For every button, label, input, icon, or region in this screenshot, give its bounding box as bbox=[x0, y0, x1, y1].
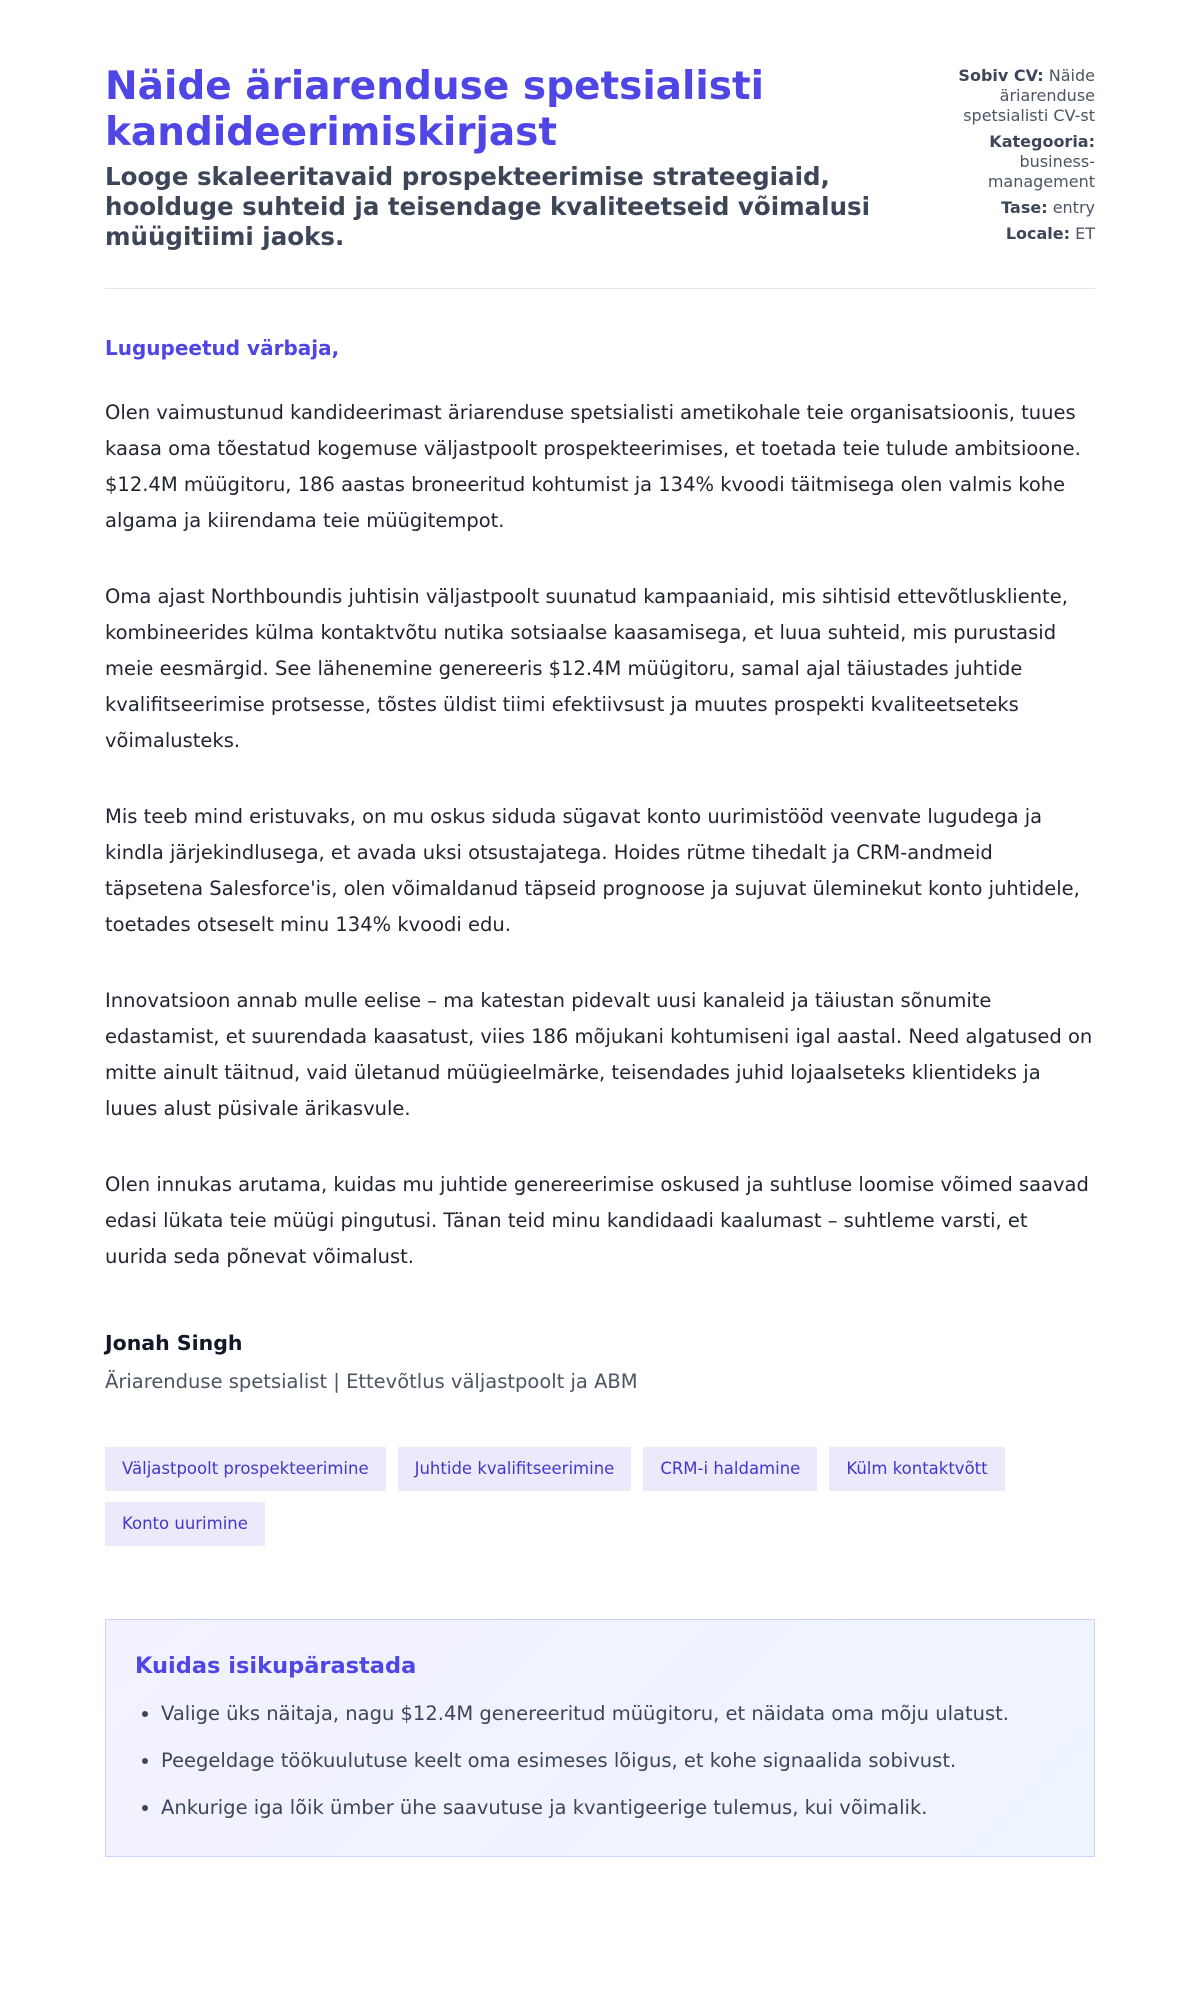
meta-locale bbox=[935, 224, 1095, 244]
meta-category-value: business-management bbox=[987, 152, 1095, 191]
letter-salutation: Lugupeetud värbaja, bbox=[105, 336, 340, 360]
page-title: Näide äriarenduse spetsialisti kandideerimiskirjast bbox=[105, 64, 764, 155]
meta-cv-label: Sobiv CV: bbox=[958, 66, 1044, 85]
letter-paragraph-4: Innovatsioon annab mulle eelise – ma katestan pidevalt uusi kanaleid ja täiustan sõnumite edastamist, et suurendada kaasatust, viies 186 mõjukani kohtumiseni igal aastal. Need algatused on mitte ainult täitnud, vaid ületanud müügieelmärke, teisendades juhid lojaalseteks klientideks ja luues alust püsivale ärikasvule. bbox=[105, 989, 1093, 1120]
meta-level-value: entry bbox=[1052, 198, 1095, 217]
meta-category-label: Kategooria: bbox=[989, 132, 1095, 151]
signature-role: Äriarenduse spetsialist | Ettevõtlus väljastpoolt ja ABM bbox=[105, 1370, 638, 1393]
meta-cv bbox=[935, 66, 1095, 126]
skill-tag: Konto uurimine bbox=[105, 1502, 265, 1546]
meta-cv-value: Näide äriarenduse spetsialisti CV-st bbox=[963, 66, 1095, 125]
letter-body bbox=[105, 289, 1095, 1275]
tip-item: • Peegeldage töökuulutuse keelt oma esimeses lõigus, et kohe signaalida sobivust. bbox=[161, 1743, 1065, 1779]
meta-panel bbox=[935, 66, 1095, 250]
page-header bbox=[105, 64, 1095, 289]
letter-paragraph-5: Olen innukas arutama, kuidas mu juhtide genereerimise oskused ja suhtluse loomise võimed saavad edasi lükata teie müügi pingutusi. Tänan teid minu kandidaadi kaalumast – suhtleme varsti, et uurida seda põnevat võimalust. bbox=[105, 1173, 1089, 1268]
tips-list bbox=[135, 1696, 1065, 1826]
personalization-tips bbox=[105, 1619, 1095, 1857]
tip-item: • Ankurige iga lõik ümber ühe saavutuse ja kvantigeerige tulemus, kui võimalik. bbox=[161, 1790, 1065, 1826]
signature-block bbox=[105, 1329, 1095, 1395]
skill-tag: Külm kontaktvõtt bbox=[829, 1447, 1004, 1491]
skill-tag: CRM-i haldamine bbox=[643, 1447, 817, 1491]
title-block bbox=[105, 64, 895, 252]
letter-paragraph-3: Mis teeb mind eristuvaks, on mu oskus siduda sügavat konto uurimistööd veenvate lugudega ja kindla järjekindlusega, et avada uksi otsustajatega. Hoides rütme tihedalt ja CRM-andmeid täpsetena Salesforce'is, olen võimaldanud täpseid prognoose ja sujuvat üleminekut konto juhtidele, toetades otseselt minu 134% kvoodi edu. bbox=[105, 805, 1080, 936]
cover-letter-page bbox=[105, 0, 1095, 1857]
meta-level bbox=[935, 198, 1095, 218]
page-subtitle: Looge skaleeritavaid prospekteerimise strateegiaid, hoolduge suhteid ja teisendage kvaliteetseid võimalusi müügitiimi jaoks. bbox=[105, 162, 871, 251]
tip-item: • Valige üks näitaja, nagu $12.4M genereeritud müügitoru, et näidata oma mõju ulatust. bbox=[161, 1696, 1065, 1732]
letter-paragraph-1: Olen vaimustunud kandideerimast äriarenduse spetsialisti ametikohale teie organisatsioonis, tuues kaasa oma tõestatud kogemuse väljastpoolt prospekteerimises, et toetada teie tulude ambitsioone. $12.4M müügitoru, 186 aastas broneeritud kohtumist ja 134% kvoodi täitmisega olen valmis kohe algama ja kiirendama teie müügitempot. bbox=[105, 401, 1081, 532]
meta-level-label: Tase: bbox=[1001, 198, 1048, 217]
letter-paragraph-2: Oma ajast Northboundis juhtisin väljastpoolt suunatud kampaaniaid, mis sihtisid ettevõtluskliente, kombineerides külma kontaktvõtu nutika sotsiaalse kaasamisega, et luua suhteid, mis purustasid meie eesmärgid. See lähenemine genereeris $12.4M müügitoru, samal ajal täiustades juhtide kvalifitseerimise protsesse, tõstes üldist tiimi efektiivsust ja muutes prospekti kvaliteetseteks võimalusteks. bbox=[105, 585, 1068, 752]
meta-locale-value: ET bbox=[1075, 224, 1095, 243]
skill-tag: Väljastpoolt prospekteerimine bbox=[105, 1447, 386, 1491]
skill-tag: Juhtide kvalifitseerimine bbox=[398, 1447, 632, 1491]
meta-category bbox=[935, 132, 1095, 192]
meta-locale-label: Locale: bbox=[1005, 224, 1071, 243]
signature-name: Jonah Singh bbox=[105, 1331, 243, 1355]
tips-title: Kuidas isikupärastada bbox=[135, 1653, 417, 1679]
skill-tags bbox=[105, 1447, 1095, 1546]
